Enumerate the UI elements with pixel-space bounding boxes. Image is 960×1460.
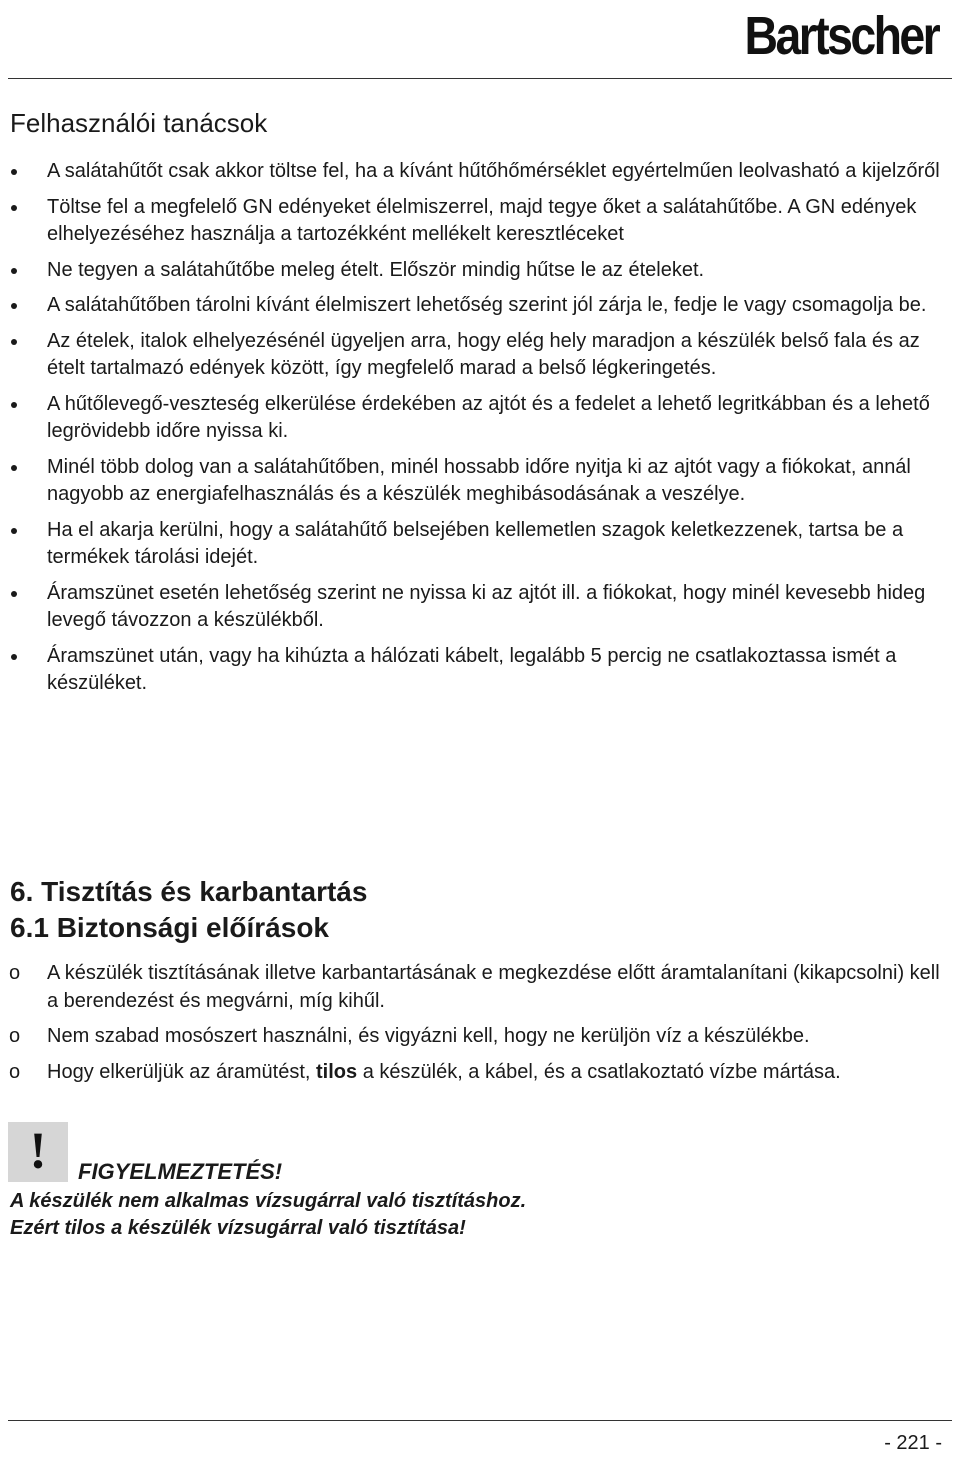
list-item-text: Nem szabad mosószert használni, és vigyázni kell, hogy ne kerüljön víz a készülékbe. [47, 1025, 810, 1047]
warning-text: Ezért tilos a készülék vízsugárral való tisztítása! [10, 1217, 466, 1239]
list-item-text-bold: tilos [316, 1060, 358, 1083]
list-item-text: A készülék tisztításának illetve karbantartásának e megkezdése előtt áramtalanítani (kikapcsolni) kell a berendezést és megvárni, míg kihűl. [47, 962, 940, 1012]
list-item: Áramszünet esetén lehetőség szerint ne nyissa ki az ajtót ill. a fiókokat, hogy minél kevesebb hideg levegő távozzon a készülékből. [0, 580, 950, 635]
list-item: Töltse fel a megfelelő GN edényeket élelmiszerrel, majd tegye őket a salátahűtőbe. A GN edények elhelyezéséhez használja a tartozékként mellékelt keresztléceket [0, 194, 950, 249]
list-item [0, 1023, 950, 1051]
list-marker: o [9, 1025, 21, 1047]
safety-list [0, 960, 950, 1094]
warning-title: FIGYELMEZTETÉS! [78, 1159, 283, 1184]
list-item [0, 1059, 950, 1087]
list-item [0, 960, 950, 1015]
list-item: Az ételek, italok elhelyezésénél ügyeljen arra, hogy elég hely maradjon a készülék belső fala és az ételt tartalmazó edények között, így megfelelő marad a belső légkeringetés. [0, 328, 950, 383]
list-item: Minél több dolog van a salátahűtőben, minél hossabb időre nyitja ki az ajtót vagy a fiókokat, annál nagyobb az energiafelhasználás és a készülék meghibásodásának a veszélye. [0, 454, 950, 509]
section-subtitle: 6.1 Biztonsági előírások [10, 912, 329, 943]
list-item: Ha el akarja kerülni, hogy a salátahűtő belsejében kellemetlen szagok keletkezzenek, tartsa be a termékek tárolási idejét. [0, 517, 950, 572]
list-item: Ne tegyen a salátahűtőbe meleg ételt. Először mindig hűtse le az ételeket. [0, 257, 950, 285]
list-marker: o [9, 962, 21, 984]
list-item: Áramszünet után, vagy ha kihúzta a hálózati kábelt, legalább 5 percig ne csatlakoztassa ismét a készüléket. [0, 643, 950, 698]
list-item: A salátahűtőt csak akkor töltse fel, ha a kívánt hűtőhőmérséklet egyértelműen leolvasható a kijelzőről [0, 158, 950, 186]
list-item: A salátahűtőben tárolni kívánt élelmiszert lehetőség szerint jól zárja le, fedje le vagy csomagolja be. [0, 292, 950, 320]
warning-icon: ! [8, 1122, 68, 1182]
warning-text: A készülék nem alkalmas vízsugárral való tisztításhoz. [10, 1190, 527, 1212]
list-marker: o [9, 1060, 21, 1083]
tips-list [0, 158, 950, 706]
footer-divider [8, 1420, 952, 1421]
section-title: 6. Tisztítás és karbantartás [10, 876, 368, 907]
list-item-text-post: a készülék, a kábel, és a csatlakoztató vízbe mártása. [357, 1060, 841, 1083]
tips-heading: Felhasználói tanácsok [10, 108, 268, 138]
brand-logo: Bartscher [744, 6, 938, 66]
list-item-text-pre: Hogy elkerüljük az áramütést, [47, 1060, 317, 1083]
header-divider [8, 78, 952, 79]
page-number: - 221 - [884, 1432, 942, 1454]
list-item: A hűtőlevegő-veszteség elkerülése érdekében az ajtót és a fedelet a lehető legritkábban és a lehető legrövidebb időre nyissa ki. [0, 391, 950, 446]
